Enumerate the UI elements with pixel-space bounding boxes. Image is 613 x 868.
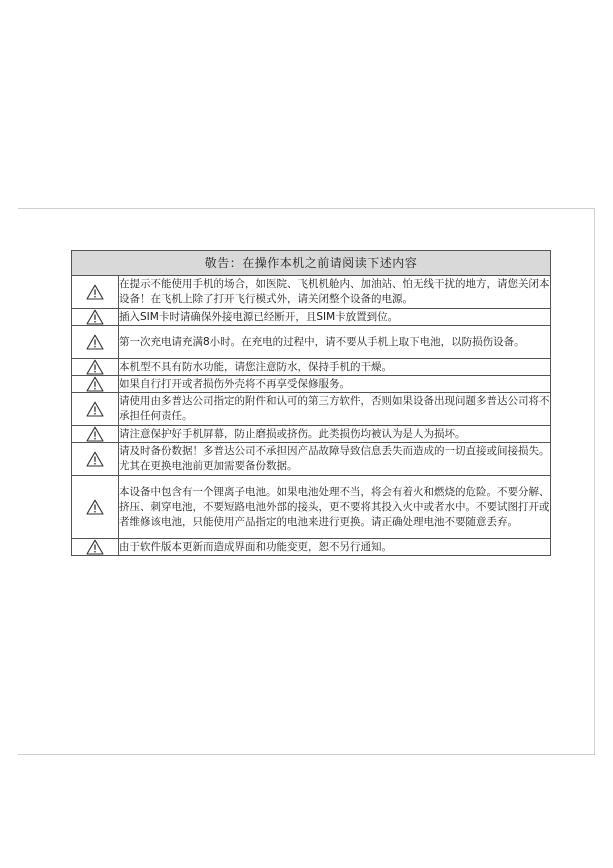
warning-icon-cell bbox=[72, 539, 119, 556]
warning-text: 如果自行打开或者损伤外壳将不再享受保修服务。 bbox=[119, 376, 551, 393]
warning-icon-cell bbox=[72, 359, 119, 376]
warning-row bbox=[72, 376, 551, 393]
warning-triangle-icon bbox=[86, 309, 104, 325]
warning-icon-cell bbox=[72, 309, 119, 326]
warning-icon-cell bbox=[72, 426, 119, 443]
warning-text: 请注意保护好手机屏幕，防止磨损或挤伤。此类损伤均被认为是人为损坏。 bbox=[119, 426, 551, 443]
warning-text: 请使用由多普达公司指定的附件和认可的第三方软件，否则如果设备出现问题多普达公司将不承担任何责任。 bbox=[119, 393, 551, 426]
warning-table bbox=[71, 250, 551, 556]
warning-row bbox=[72, 326, 551, 359]
warning-row bbox=[72, 443, 551, 476]
warning-triangle-icon bbox=[86, 539, 104, 555]
warning-text: 请及时备份数据！多普达公司不承担因产品故障导致信息丢失而造成的一切直接或间接损失。尤其在更换电池前更加需要备份数据。 bbox=[119, 443, 551, 476]
warning-text: 第一次充电请充满8小时。在充电的过程中，请不要从手机上取下电池，以防损伤设备。 bbox=[119, 326, 551, 359]
warning-row bbox=[72, 539, 551, 556]
warning-triangle-icon bbox=[86, 284, 104, 300]
warning-row bbox=[72, 359, 551, 376]
warning-triangle-icon bbox=[86, 401, 104, 417]
warning-row bbox=[72, 426, 551, 443]
warning-table-title: 敬告：在操作本机之前请阅读下述内容 bbox=[72, 251, 551, 276]
warning-icon-cell bbox=[72, 443, 119, 476]
warning-row bbox=[72, 276, 551, 309]
warning-icon-cell bbox=[72, 376, 119, 393]
warning-triangle-icon bbox=[86, 451, 104, 467]
warning-row bbox=[72, 476, 551, 539]
warning-triangle-icon bbox=[86, 359, 104, 375]
warning-text: 在提示不能使用手机的场合，如医院、飞机机舱内、加油站、怕无线干扰的地方，请您关闭本设备！在飞机上除了打开飞行模式外，请关闭整个设备的电源。 bbox=[119, 276, 551, 309]
warning-text: 本设备中包含有一个锂离子电池。如果电池处理不当，将会有着火和燃烧的危险。不要分解、挤压、刺穿电池，不要短路电池外部的接头，更不要将其投入火中或者水中。不要试图打开或者维修该电池，只能使用产品指定的电池来进行更换。请正确处理电池不要随意丢弃。 bbox=[119, 476, 551, 539]
warning-icon-cell bbox=[72, 393, 119, 426]
warning-text: 由于软件版本更新而造成界面和功能变更，恕不另行通知。 bbox=[119, 539, 551, 556]
warning-text: 本机型不具有防水功能，请您注意防水，保持手机的干燥。 bbox=[119, 359, 551, 376]
warning-icon-cell bbox=[72, 326, 119, 359]
warning-triangle-icon bbox=[86, 334, 104, 350]
warning-icon-cell bbox=[72, 276, 119, 309]
warning-icon-cell bbox=[72, 476, 119, 539]
warning-row bbox=[72, 309, 551, 326]
warning-text: 插入SIM卡时请确保外接电源已经断开，且SIM卡放置到位。 bbox=[119, 309, 551, 326]
warning-triangle-icon bbox=[86, 426, 104, 442]
warning-triangle-icon bbox=[86, 499, 104, 515]
warning-triangle-icon bbox=[86, 376, 104, 392]
warning-row bbox=[72, 393, 551, 426]
